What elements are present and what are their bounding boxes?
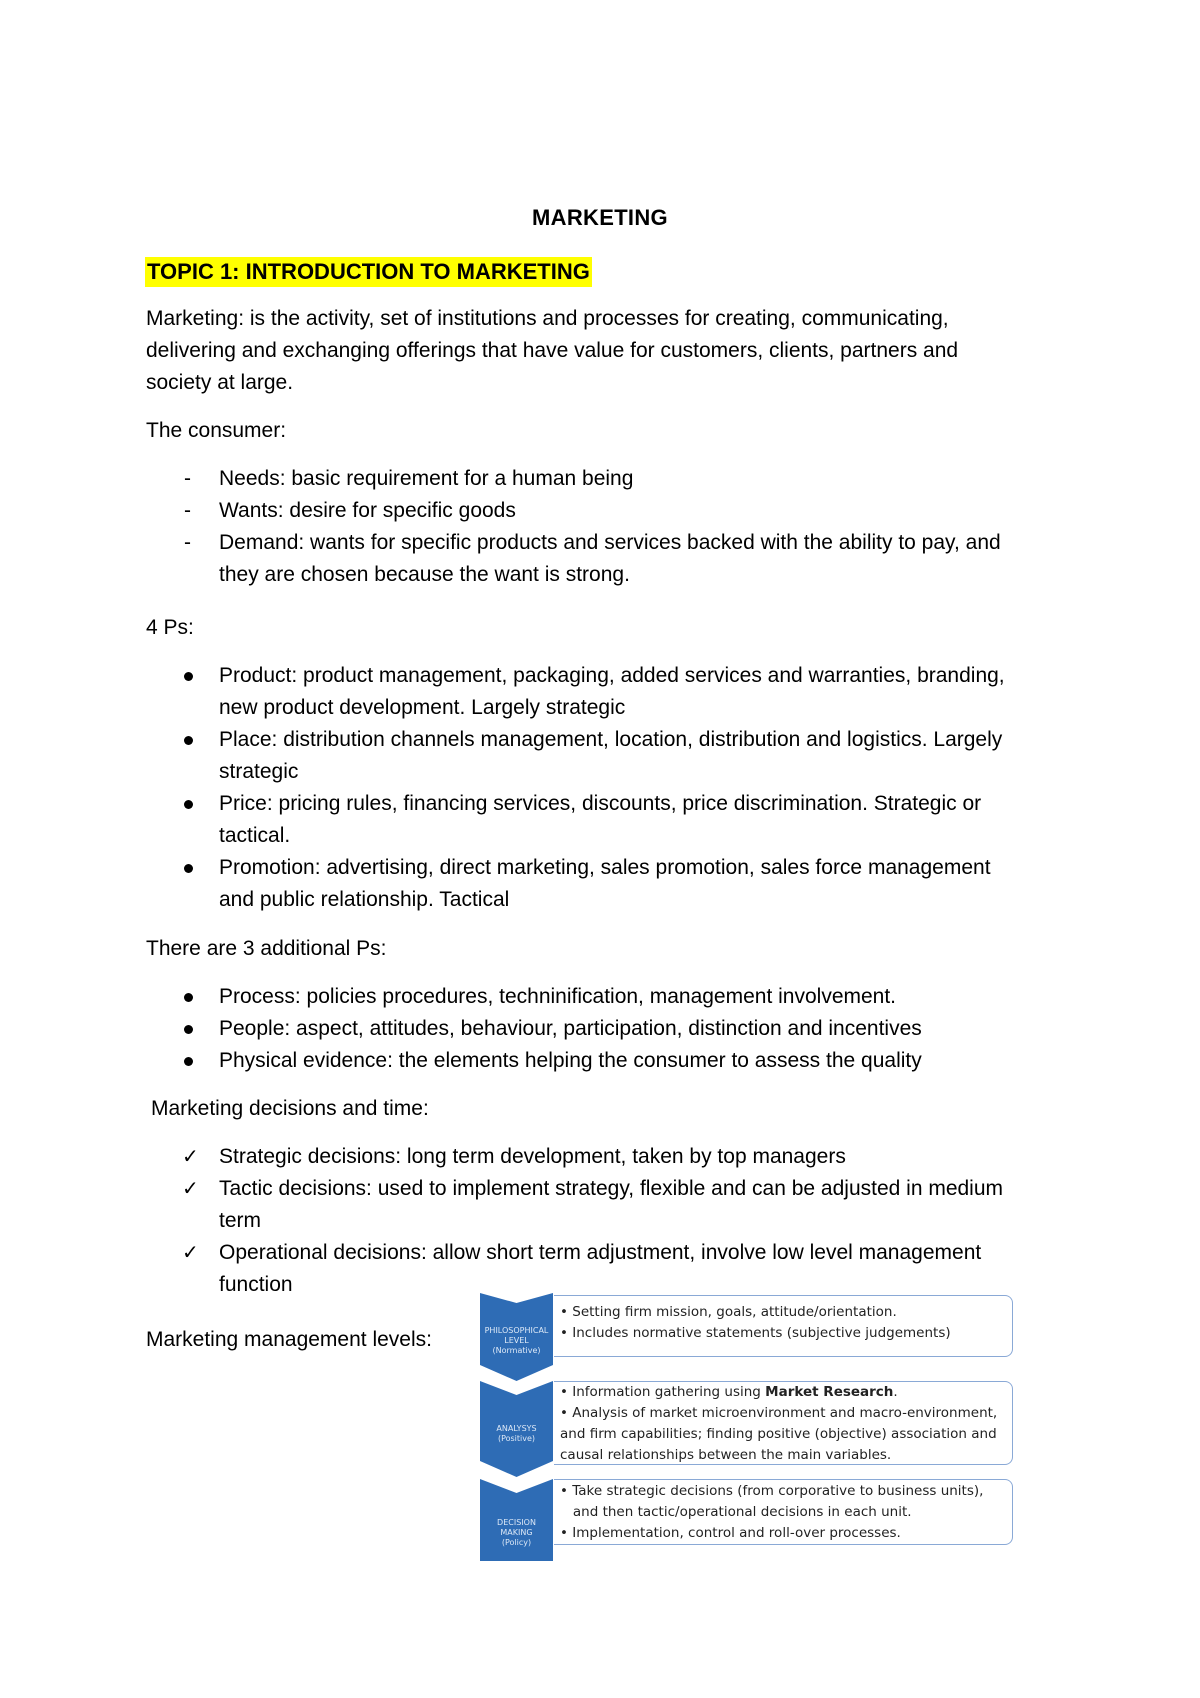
list-item bbox=[0, 1141, 1069, 1173]
level-text-prefix: • Information gathering using bbox=[560, 1384, 766, 1400]
definition-paragraph bbox=[146, 303, 1066, 399]
list-item-line: Process: policies procedures, techninification, management involvement. bbox=[219, 985, 897, 1008]
chevron-label-line: (Positive) bbox=[497, 1434, 536, 1443]
level-text-suffix: . bbox=[893, 1384, 898, 1400]
list-item bbox=[0, 788, 1069, 852]
list-item bbox=[0, 981, 1069, 1013]
decisions-list bbox=[0, 1141, 1200, 1301]
list-item-line: they are chosen because the want is strong. bbox=[219, 563, 630, 586]
list-item-line: Strategic decisions: long term development, taken by top managers bbox=[219, 1145, 846, 1168]
list-item-line: Promotion: advertising, direct marketing, sales promotion, sales force management bbox=[219, 856, 991, 879]
chevron-label bbox=[480, 1424, 553, 1444]
list-item-line: Tactic decisions: used to implement strategy, flexible and can be adjusted in medium bbox=[219, 1177, 1004, 1200]
chevron-label-line: (Policy) bbox=[501, 1538, 532, 1547]
management-levels-diagram bbox=[480, 1293, 1016, 1563]
chevron-label-line: PHILOSOPHICAL bbox=[484, 1326, 549, 1335]
consumer-list bbox=[0, 463, 1200, 591]
list-item-line: and public relationship. Tactical bbox=[219, 888, 510, 911]
topic-heading: TOPIC 1: INTRODUCTION TO MARKETING bbox=[145, 257, 592, 287]
level-text-line bbox=[560, 1382, 1010, 1403]
list-item-line: People: aspect, attitudes, behaviour, participation, distinction and incentives bbox=[219, 1017, 922, 1040]
dash-marker: - bbox=[184, 467, 191, 490]
chevron-label bbox=[480, 1326, 553, 1356]
checkmark-icon: ✓ bbox=[182, 1242, 199, 1264]
level-text-line: • Implementation, control and roll-over processes. bbox=[560, 1525, 901, 1541]
level-box-text bbox=[560, 1481, 1010, 1544]
list-item-line: Price: pricing rules, financing services, discounts, price discrimination. Strategic or bbox=[219, 792, 982, 815]
consumer-heading: The consumer: bbox=[146, 419, 287, 442]
definition-line: delivering and exchanging offerings that have value for customers, clients, partners and bbox=[146, 339, 959, 362]
document-title: MARKETING bbox=[532, 205, 668, 230]
management-levels-label: Marketing management levels: bbox=[146, 1328, 432, 1351]
list-item bbox=[0, 495, 1069, 527]
chevron-label-line: MAKING bbox=[500, 1528, 533, 1537]
list-item-line: function bbox=[219, 1273, 293, 1296]
chevron-label-line: ANALYSYS bbox=[496, 1424, 537, 1433]
list-item bbox=[0, 527, 1069, 591]
list-item bbox=[0, 852, 1069, 916]
level-text-line: • Take strategic decisions (from corporative to business units), bbox=[560, 1483, 984, 1499]
four-ps-list bbox=[0, 660, 1200, 916]
list-item-line: Place: distribution channels management, location, distribution and logistics. Largely bbox=[219, 728, 1003, 751]
market-research-bold: Market Research bbox=[765, 1384, 894, 1400]
list-item-line: Wants: desire for specific goods bbox=[219, 499, 516, 522]
chevron-label bbox=[480, 1518, 553, 1548]
list-item bbox=[0, 1173, 1069, 1237]
additional-ps-list bbox=[0, 981, 1200, 1077]
definition-line: society at large. bbox=[146, 371, 294, 394]
level-text-line: • Includes normative statements (subjective judgements) bbox=[560, 1325, 951, 1341]
list-item-line: Physical evidence: the elements helping the consumer to assess the quality bbox=[219, 1049, 922, 1072]
dash-marker: - bbox=[184, 499, 191, 522]
level-text-line: causal relationships between the main variables. bbox=[560, 1447, 892, 1463]
list-item bbox=[0, 1237, 1069, 1301]
list-item bbox=[0, 724, 1069, 788]
level-text-line: and firm capabilities; finding positive (objective) association and bbox=[560, 1426, 997, 1442]
level-box-text bbox=[560, 1302, 1010, 1344]
level-box-text bbox=[560, 1382, 1010, 1466]
list-item-line: Operational decisions: allow short term adjustment, involve low level management bbox=[219, 1241, 982, 1264]
list-item-line: term bbox=[219, 1209, 261, 1232]
chevron-label-line: DECISION bbox=[497, 1518, 536, 1527]
list-item bbox=[0, 463, 1069, 495]
list-item bbox=[0, 1045, 1069, 1077]
dash-marker: - bbox=[184, 531, 191, 554]
level-text-line: • Analysis of market microenvironment and macro-environment, bbox=[560, 1405, 998, 1421]
checkmark-icon: ✓ bbox=[182, 1178, 199, 1200]
level-text-line: and then tactic/operational decisions in each unit. bbox=[560, 1504, 912, 1520]
additional-ps-heading: There are 3 additional Ps: bbox=[146, 937, 387, 960]
chevron-label-line: (Normative) bbox=[492, 1346, 541, 1355]
list-item-line: strategic bbox=[219, 760, 299, 783]
list-item-line: new product development. Largely strategic bbox=[219, 696, 626, 719]
chevron-label-line: LEVEL bbox=[504, 1336, 529, 1345]
definition-line: Marketing: is the activity, set of institutions and processes for creating, communicating, bbox=[146, 307, 949, 330]
list-item-line: Needs: basic requirement for a human being bbox=[219, 467, 634, 490]
four-ps-heading: 4 Ps: bbox=[146, 616, 194, 639]
decisions-heading: Marketing decisions and time: bbox=[151, 1097, 429, 1120]
list-item-line: Demand: wants for specific products and services backed with the ability to pay, and bbox=[219, 531, 1001, 554]
list-item bbox=[0, 660, 1069, 724]
level-text-line: • Setting firm mission, goals, attitude/orientation. bbox=[560, 1304, 897, 1320]
checkmark-icon: ✓ bbox=[182, 1146, 199, 1168]
list-item-line: tactical. bbox=[219, 824, 291, 847]
list-item bbox=[0, 1013, 1069, 1045]
list-item-line: Product: product management, packaging, added services and warranties, branding, bbox=[219, 664, 1005, 687]
